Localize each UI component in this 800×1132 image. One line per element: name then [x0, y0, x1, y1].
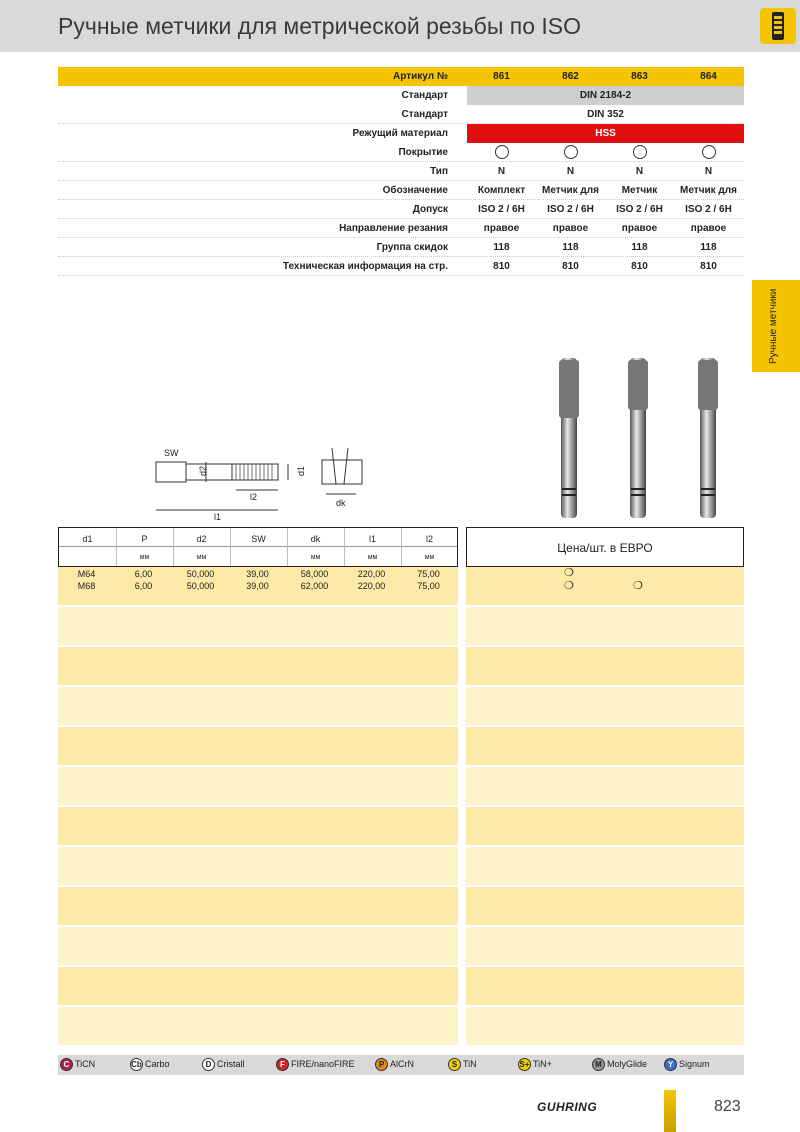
cell-d1: M64 [77, 569, 96, 579]
spec-cell: ISO 2 / 6H [478, 204, 525, 215]
spec-cell: ISO 2 / 6H [547, 204, 594, 215]
spec-label: Стандарт [401, 90, 448, 101]
unit-d2: мм [196, 554, 207, 561]
spec-cell: правое [690, 223, 727, 234]
spec-cell: правое [483, 223, 520, 234]
cell-d1: M68 [77, 581, 96, 591]
drawing-label-dk: dk [336, 498, 346, 508]
spec-cell: правое [552, 223, 589, 234]
section-side-tab [752, 280, 800, 372]
cell-l2: 75,00 [417, 581, 440, 591]
spec-row-discount [58, 238, 744, 257]
spec-row-standard-1 [58, 86, 744, 105]
spec-label: Группа скидок [376, 242, 448, 253]
tap-photos [540, 352, 740, 522]
coating-circle-icon [536, 147, 605, 162]
cell-l2: 75,00 [417, 569, 440, 579]
unit-l1: мм [367, 554, 378, 561]
spec-label: Направление резания [339, 223, 448, 234]
spec-row-article [58, 67, 744, 86]
legend-item: M MolyGlide [592, 1058, 647, 1071]
article-864: 864 [700, 71, 717, 82]
unit-l2: мм [424, 554, 435, 561]
legend-item: F FIRE/nanoFIRE [276, 1058, 355, 1071]
drawing-label-d1: d1 [296, 465, 306, 476]
spec-cell: 810 [700, 261, 717, 272]
tap-icon [760, 8, 796, 44]
table-row [58, 569, 458, 581]
side-tab-label: Ручные метчики [768, 288, 779, 364]
cell-sw: 39,00 [246, 581, 269, 591]
tap-drawing [150, 440, 380, 520]
spec-label: Обозначение [382, 185, 448, 196]
cell-p: 6,00 [134, 569, 153, 579]
drawing-label-d2: d2 [198, 465, 208, 476]
spec-cell: 810 [631, 261, 648, 272]
drawing-label-sw: SW [164, 448, 179, 458]
col-header-d1: d1 [82, 534, 93, 544]
col-header-dk: dk [310, 534, 321, 544]
col-header-sw: SW [251, 534, 266, 544]
spec-cell: 810 [493, 261, 510, 272]
spec-row-type [58, 162, 744, 181]
spec-label: Стандарт [401, 109, 448, 120]
spec-cell: правое [621, 223, 658, 234]
spec-cell: 118 [493, 242, 510, 253]
legend-item: Y Signum [664, 1058, 710, 1071]
dimension-table-header [58, 527, 458, 567]
brand-logo: GUHRING [537, 1100, 598, 1114]
spec-cell: Метчик [621, 185, 658, 196]
coating-legend [58, 1055, 744, 1075]
cell-l1: 220,00 [357, 569, 386, 579]
drawing-label-l1: l1 [214, 512, 222, 520]
availability-mark-icon: ❍ [633, 580, 643, 592]
standard-value: DIN 2184-2 [467, 86, 744, 105]
spec-cell: ISO 2 / 6H [616, 204, 663, 215]
spec-cell: N [566, 166, 575, 177]
availability-mark-icon: ❍ [564, 567, 574, 579]
drawing-label-l2: l2 [250, 492, 258, 502]
article-863: 863 [631, 71, 648, 82]
legend-item: D Cristall [202, 1058, 245, 1071]
spec-cell: ISO 2 / 6H [685, 204, 732, 215]
cell-d2: 50,000 [186, 569, 215, 579]
spec-row-tolerance [58, 200, 744, 219]
spec-label: Режущий материал [352, 128, 448, 139]
article-862: 862 [562, 71, 579, 82]
cell-dk: 62,000 [300, 581, 329, 591]
footer-accent-bar [664, 1090, 676, 1132]
cell-sw: 39,00 [246, 569, 269, 579]
spec-cell: 810 [562, 261, 579, 272]
spec-cell: N [704, 166, 713, 177]
spec-label: Покрытие [398, 147, 448, 158]
article-861: 861 [493, 71, 510, 82]
spec-row-standard-2 [58, 105, 744, 124]
legend-item: P AlCrN [375, 1058, 414, 1071]
spec-label: Допуск [412, 204, 448, 215]
standard-value: DIN 352 [587, 109, 624, 120]
page-title: Ручные метчики для метрической резьбы по ISO [58, 13, 582, 39]
spec-cell: N [497, 166, 506, 177]
cell-d2: 50,000 [186, 581, 215, 591]
spec-row-techinfo [58, 257, 744, 276]
spec-cell: Метчик для [680, 185, 737, 196]
coating-circle-icon [674, 147, 743, 162]
spec-row-direction [58, 219, 744, 238]
col-header-d2: d2 [196, 534, 207, 544]
unit-dk: мм [310, 554, 321, 561]
spec-cell: 118 [631, 242, 648, 253]
coating-circle-icon [605, 147, 674, 162]
availability-mark-icon: ❍ [564, 580, 574, 592]
legend-item: C TiCN [60, 1058, 95, 1071]
col-header-p: P [141, 534, 148, 544]
material-value: HSS [467, 124, 744, 143]
coating-circle-icon [467, 147, 536, 162]
col-header-l1: l1 [368, 534, 376, 544]
legend-item: Cb Carbo [131, 1058, 170, 1069]
table-row [58, 581, 458, 593]
spec-cell: Метчик для [542, 185, 599, 196]
spec-label: Тип [430, 166, 448, 177]
legend-item: S+ TiN+ [519, 1058, 552, 1069]
price-header: Цена/шт. в ЕВРО [466, 527, 744, 567]
page-header [0, 0, 800, 52]
spec-cell: 118 [700, 242, 717, 253]
cell-dk: 58,000 [300, 569, 329, 579]
cell-l1: 220,00 [357, 581, 386, 591]
spec-row-material [58, 124, 744, 143]
legend-item: S TiN [448, 1058, 477, 1071]
page-number: 823 [714, 1098, 741, 1115]
spec-row-coating [58, 143, 744, 162]
spec-row-designation [58, 181, 744, 200]
spec-cell: 118 [562, 242, 579, 253]
spec-cell: N [635, 166, 644, 177]
col-header-l2: l2 [425, 534, 433, 544]
spec-label: Артикул № [393, 71, 448, 82]
unit-p: мм [139, 554, 150, 561]
spec-label: Техническая информация на стр. [282, 261, 448, 272]
cell-p: 6,00 [134, 581, 153, 591]
spec-cell: Комплект [477, 185, 526, 196]
